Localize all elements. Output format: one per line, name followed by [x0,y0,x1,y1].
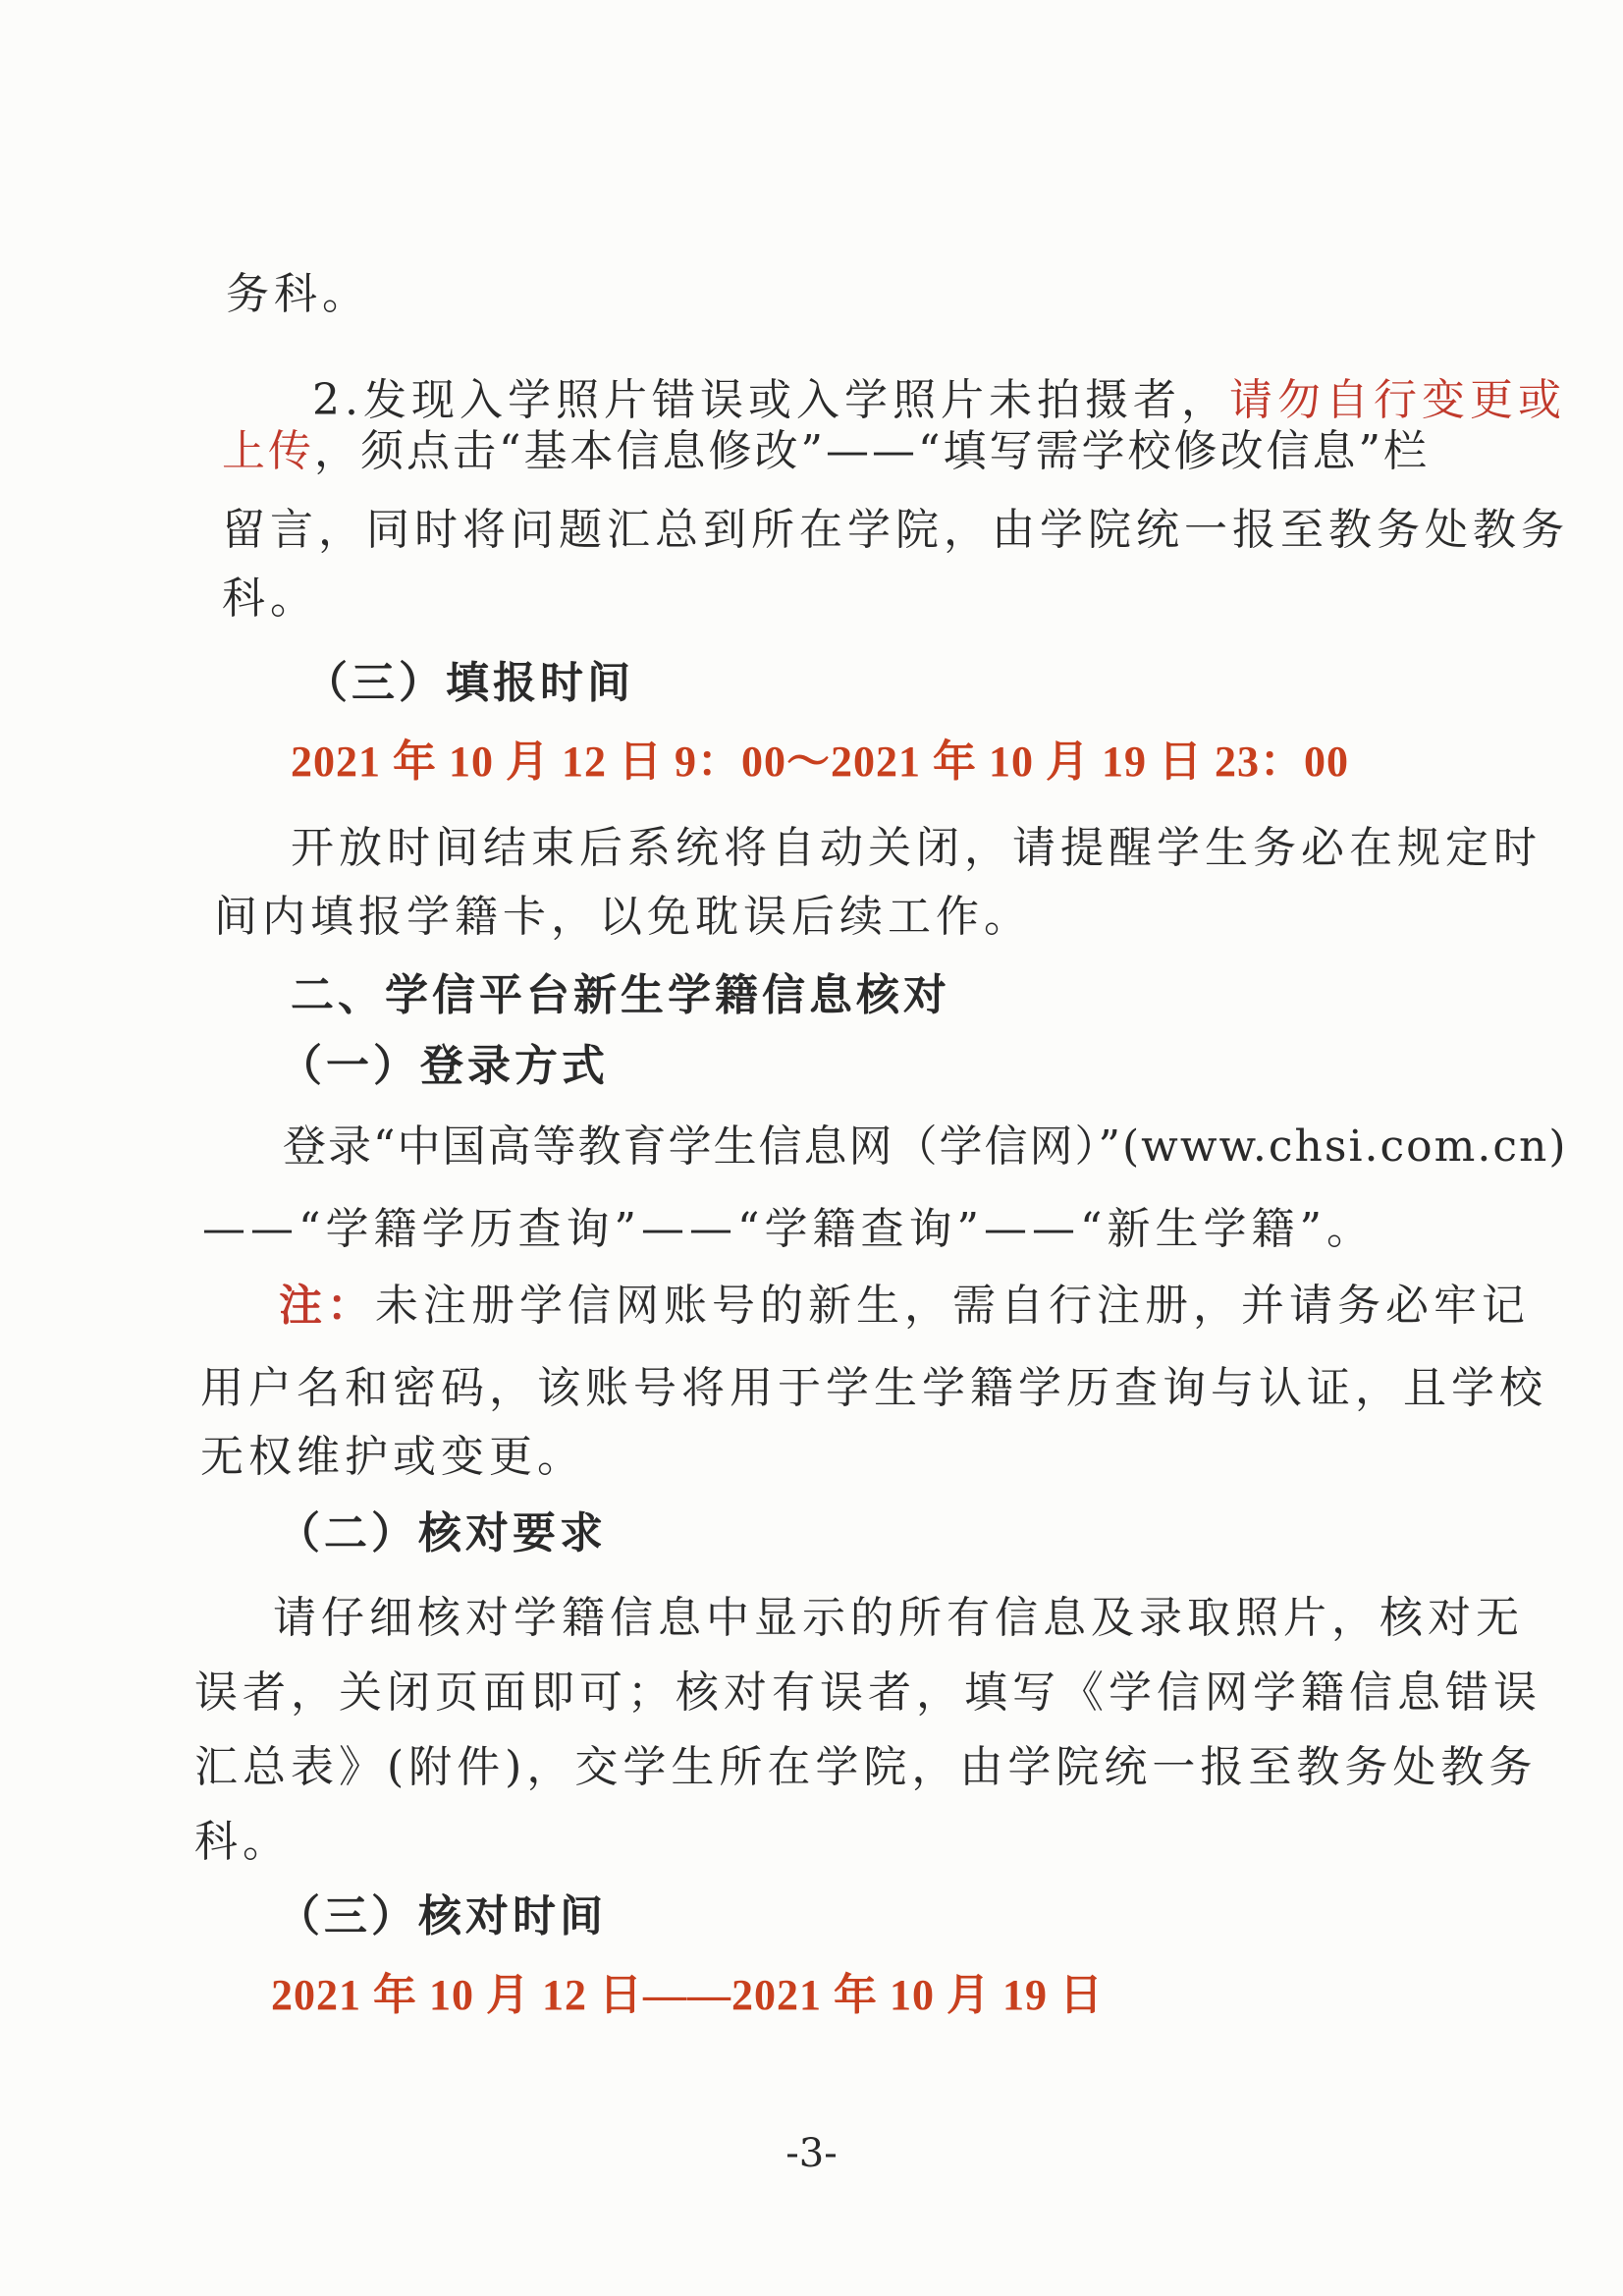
note-line [279,1277,1530,1336]
page-number: -3- [785,2131,838,2176]
text: ——“学籍学历查询”——“学籍查询”——“新生学籍”。 [202,1204,1375,1254]
section-heading [277,1504,607,1563]
text: 2.发现入学照片错误或入学照片未拍摄者， [312,375,1229,425]
text: 登录“中国高等教育学生信息网（学信网）”(www.chsi.com.cn) [283,1121,1568,1172]
text: 无权维护或变更。 [200,1432,585,1482]
paragraph-line [222,422,1430,481]
note-label: 注： [279,1281,375,1331]
heading-text: （一）登录方式 [279,1041,609,1091]
section-heading [304,654,634,713]
paragraph-line [273,1589,1524,1648]
paragraph-line [202,1200,1375,1259]
text: 科。 [222,574,318,624]
date-text: 2021 年 10 月 12 日——2021 年 10 月 19 日 [271,1971,1104,2019]
text: 未注册学信网账号的新生，需自行注册，并请务必牢记 [375,1281,1530,1331]
verify-date [271,1966,1104,2025]
text: 请仔细核对学籍信息中显示的所有信息及录取照片，核对无 [273,1593,1524,1643]
section-title [291,966,950,1025]
paragraph-line [194,1738,1537,1797]
paragraph-line [194,1813,291,1872]
paragraph-line [222,570,318,629]
paragraph-line [214,888,1032,947]
heading-text: 二、学信平台新生学籍信息核对 [291,970,950,1020]
heading-text: （二）核对要求 [277,1508,607,1558]
text: 间内填报学籍卡，以免耽误后续工作。 [214,892,1032,942]
paragraph-line [226,265,370,324]
highlight-text: 请勿自行变更或 [1228,375,1566,425]
heading-text: （三）核对时间 [277,1891,607,1941]
text: 开放时间结束后系统将自动关闭，请提醒学生务必在规定时 [291,823,1542,873]
text: ，须点击“基本信息修改”——“填写需学校修改信息”栏 [314,426,1430,476]
heading-text: （三）填报时间 [304,658,634,708]
text: 务科。 [226,269,370,319]
text: 用户名和密码，该账号将用于学生学籍学历查询与认证，且学校 [200,1363,1547,1413]
text: 汇总表》(附件)，交学生所在学院，由学院统一报至教务处教务 [194,1742,1538,1792]
paragraph-line [194,1664,1542,1722]
paragraph-line [222,501,1569,560]
paragraph-line [312,371,1566,430]
text: 留言，同时将问题汇总到所在学院，由学院统一报至教务处教务 [222,505,1569,555]
paragraph-line [283,1118,1568,1176]
paragraph-line [291,819,1542,878]
fill-date [291,733,1349,792]
text: 科。 [194,1817,291,1867]
note-line [200,1428,585,1487]
section-heading [279,1037,609,1096]
section-heading [277,1887,607,1946]
date-text: 2021 年 10 月 12 日 9：00～2021 年 10 月 19 日 23：00 [291,738,1349,786]
text: 误者，关闭页面即可；核对有误者，填写《学信网学籍信息错误 [194,1667,1542,1718]
note-line [200,1359,1547,1418]
highlight-text: 上传 [222,426,314,476]
